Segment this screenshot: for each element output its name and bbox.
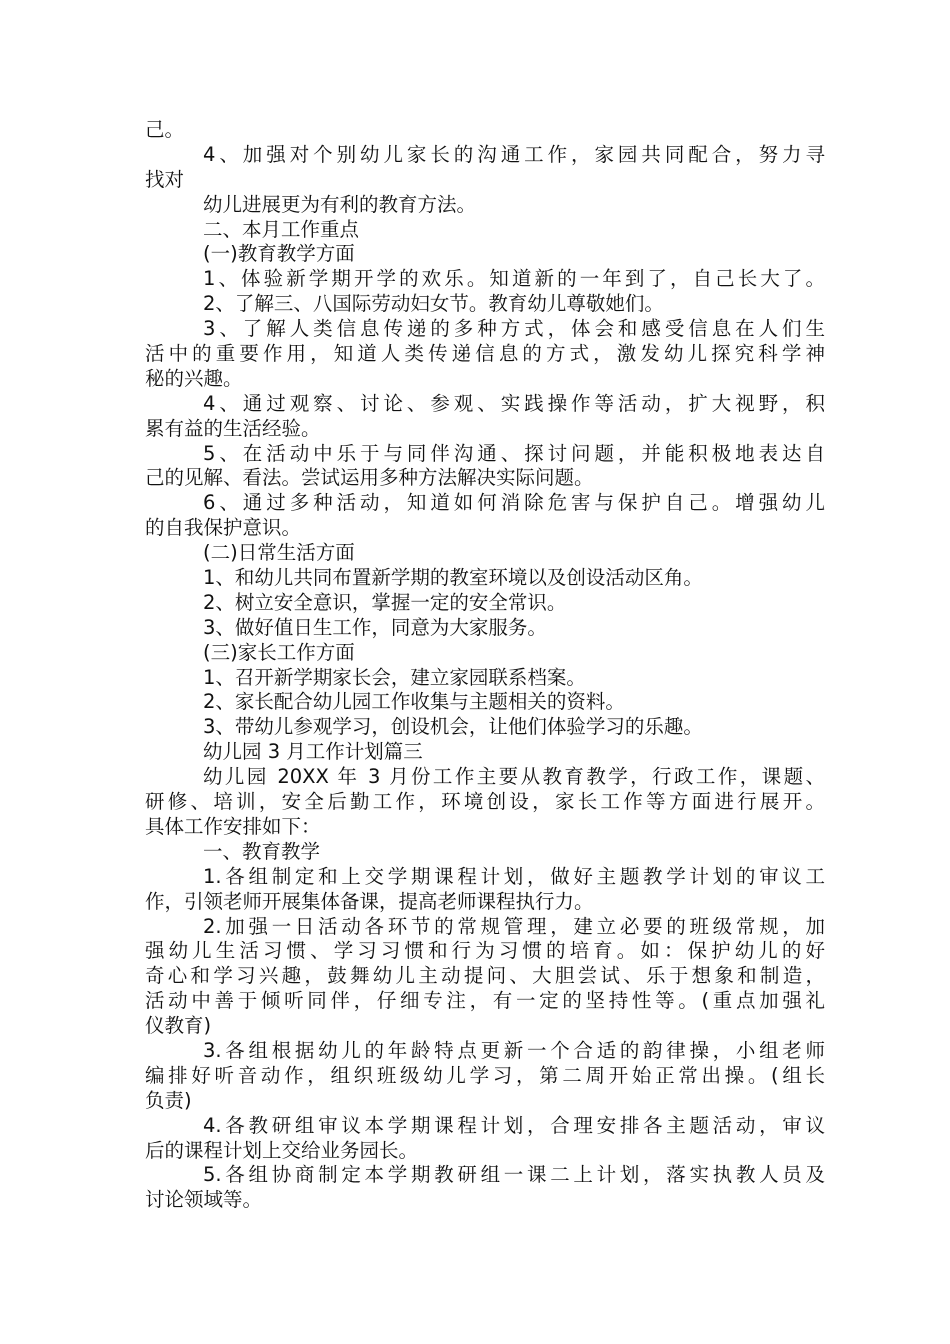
text-line: 3.各组根据幼儿的年龄特点更新一个合适的韵律操，小组老师 [203, 1038, 825, 1062]
text-line: 己。 [145, 118, 185, 141]
text-line: 2.加强一日活动各环节的常规管理，建立必要的班级常规，加 [203, 914, 825, 938]
text-line: 3、做好值日生工作，同意为大家服务。 [203, 615, 547, 639]
text-line: 研修、培训，安全后勤工作，环境创设，家长工作等方面进行展开。 [145, 790, 825, 814]
text-line: 活动中善于倾听同伴，仔细专注，有一定的坚持性等。(重点加强礼 [145, 989, 825, 1013]
article-title: 幼儿园 3 月工作计划篇三 [203, 740, 423, 764]
text-line: 幼儿进展更为有利的教育方法。 [203, 192, 477, 216]
text-line: 奇心和学习兴趣，鼓舞幼儿主动提问、大胆尝试、乐于想象和制造， [145, 964, 825, 988]
text-line: 幼儿园 20XX 年 3 月份工作主要从教育教学，行政工作，课题、 [203, 765, 825, 789]
text-line: 秘的兴趣。 [145, 366, 243, 390]
text-line: 强幼儿生活习惯、学习习惯和行为习惯的培育。如：保护幼儿的好 [145, 939, 825, 963]
text-line: 4.各教研组审议本学期课程计划，合理安排各主题活动，审议 [203, 1113, 825, 1137]
text-line: 5.各组协商制定本学期教研组一课二上计划，落实执教人员及 [203, 1163, 825, 1187]
text-line: 讨论领域等。 [145, 1188, 263, 1212]
text-line: 找对 [145, 167, 185, 191]
text-line: 活中的重要作用，知道人类传递信息的方式，激发幼儿探究科学神 [145, 342, 825, 366]
text-line: 具体工作安排如下： [145, 814, 321, 838]
text-line: 1、召开新学期家长会，建立家园联系档案。 [203, 665, 586, 689]
text-line: 2、了解三、八国际劳动妇女节。教育幼儿尊敬她们。 [203, 292, 664, 316]
text-line: 3、了解人类信息传递的多种方式，体会和感受信息在人们生 [203, 317, 825, 341]
text-line: 2、家长配合幼儿园工作收集与主题相关的资料。 [203, 690, 625, 714]
text-line: 1、体验新学期开学的欢乐。知道新的一年到了，自己长大了。 [203, 267, 825, 291]
text-line: 的自我保护意识。 [145, 516, 302, 540]
text-line: 6、通过多种活动，知道如何消除危害与保护自己。增强幼儿 [203, 491, 825, 515]
section-heading: 二、本月工作重点 [203, 217, 360, 241]
text-line: 作，引领老师开展集体备课，提高老师课程执行力。 [145, 889, 594, 913]
text-line: 仪教育) [145, 1014, 212, 1038]
subsection-heading: (三)家长工作方面 [203, 640, 355, 664]
text-line: 5、在活动中乐于与同伴沟通、探讨问题，并能积极地表达自 [203, 441, 825, 465]
text-line: 编排好听音动作，组织班级幼儿学习，第二周开始正常出操。(组长 [145, 1063, 825, 1087]
text-line: 1.各组制定和上交学期课程计划，做好主题教学计划的审议工 [203, 864, 825, 888]
text-line: 4、加强对个别幼儿家长的沟通工作，家园共同配合，努力寻 [203, 142, 825, 166]
text-line: 己的见解、看法。尝试运用多种方法解决实际问题。 [145, 466, 594, 490]
section-heading: 一、教育教学 [203, 839, 321, 863]
text-line: 累有益的生活经验。 [145, 416, 321, 440]
text-line: 3、带幼儿参观学习，创设机会，让他们体验学习的乐趣。 [203, 715, 703, 739]
subsection-heading: (一)教育教学方面 [203, 242, 355, 266]
text-line: 后的课程计划上交给业务园长。 [145, 1138, 419, 1162]
text-line: 2、树立安全意识，掌握一定的安全常识。 [203, 590, 567, 614]
subsection-heading: (二)日常生活方面 [203, 541, 355, 565]
document-body [145, 118, 825, 1213]
text-line: 负责) [145, 1088, 192, 1112]
text-line: 1、和幼儿共同布置新学期的教室环境以及创设活动区角。 [203, 566, 703, 590]
text-line: 4、通过观察、讨论、参观、实践操作等活动，扩大视野，积 [203, 391, 825, 415]
